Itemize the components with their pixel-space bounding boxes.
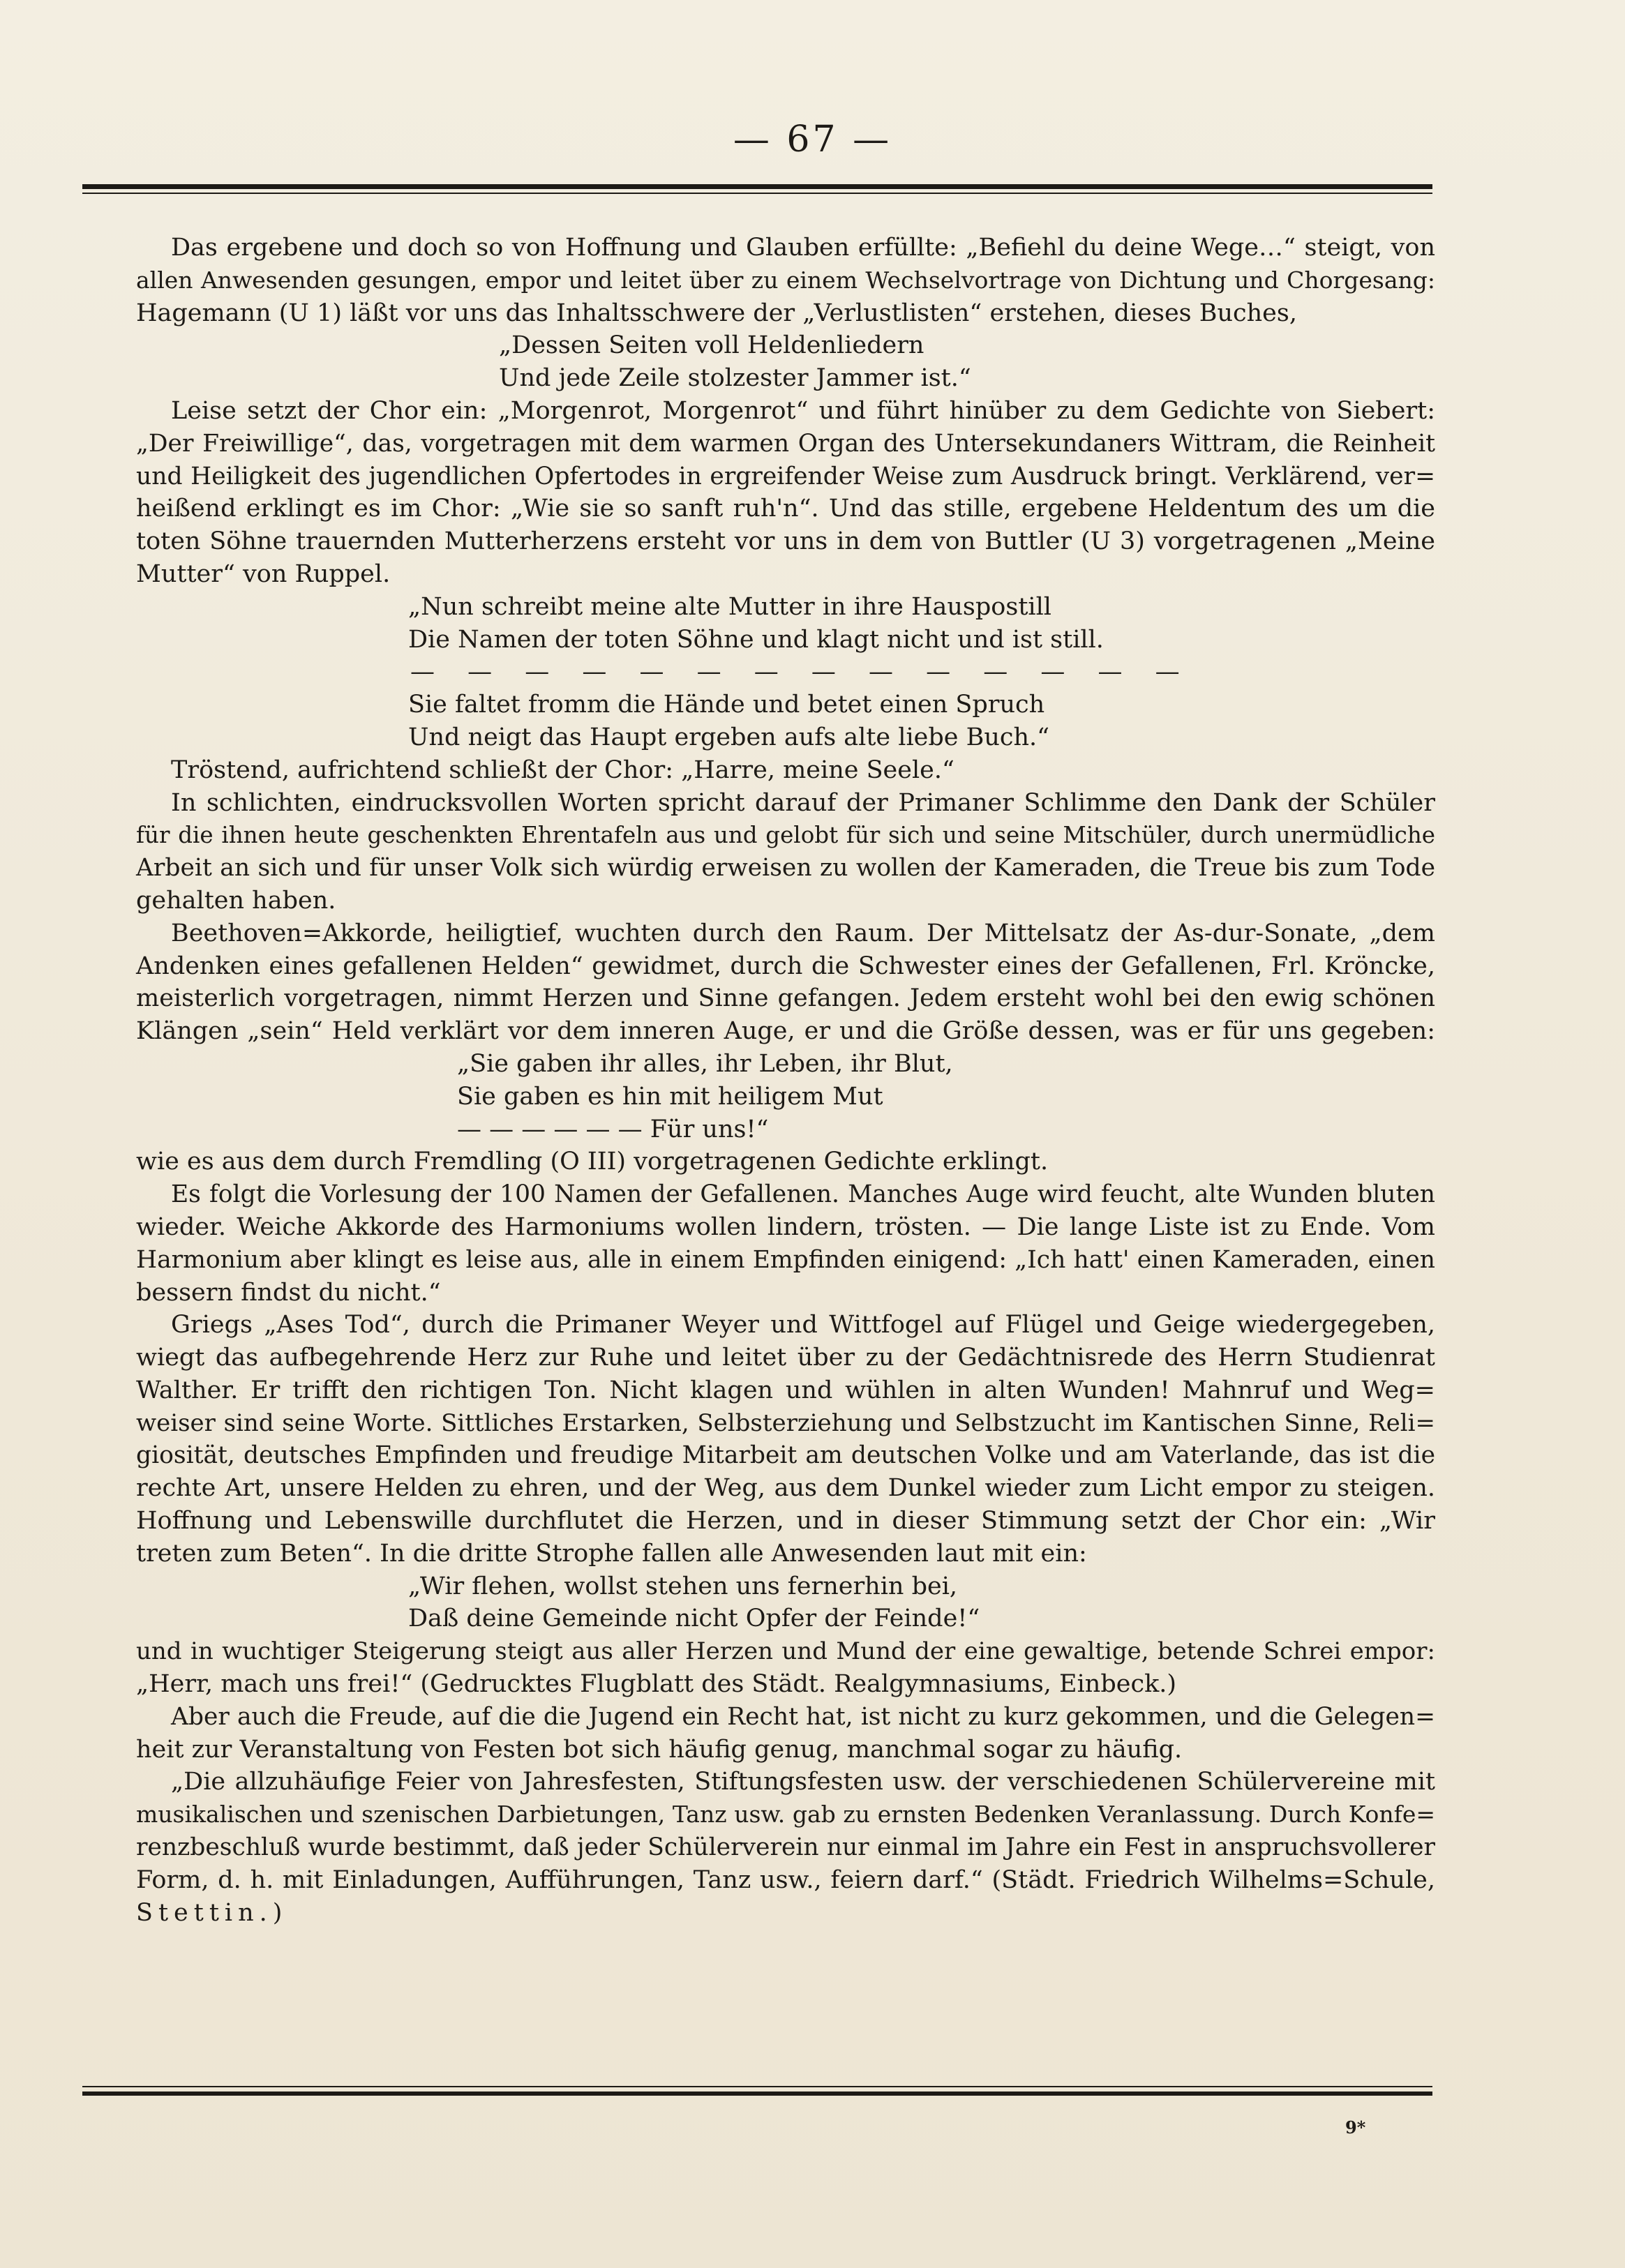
text-line: musikalischen und szenischen Darbietungen, Tanz usw. gab zu ernsten Bedenken Veranlassung. Durch Konfe= (136, 1801, 1435, 1828)
text-line: und in wuchtiger Steigerung steigt aus aller Herzen und Mund der eine gewaltige, betende Schrei empor: (136, 1637, 1435, 1666)
verse-line: Sie faltet fromm die Hände und betet einen Spruch (408, 691, 1045, 719)
footer-rule-thin (82, 2086, 1432, 2087)
text-line: heit zur Veranstaltung von Festen bot sich häufig genug, manchmal sogar zu häufig. (136, 1735, 1183, 1764)
header-rule-thin (82, 193, 1432, 194)
verse-line: Die Namen der toten Söhne und klagt nicht und ist still. (408, 625, 1104, 654)
text-line: renzbeschluß wurde bestimmt, daß jeder Schülerverein nur einmal im Jahre ein Fest in anspruchsvollerer (136, 1833, 1435, 1862)
text-line: rechte Art, unsere Helden zu ehren, und der Weg, aus dem Dunkel wieder zum Licht empor zu steigen. (136, 1474, 1435, 1503)
verse-line: — — — — — — Für uns!“ (457, 1115, 769, 1143)
header-rule-thick (82, 184, 1432, 189)
text-line: weiser sind seine Worte. Sittliches Erstarken, Selbsterziehung und Selbstzucht im Kantischen Sinne, Reli= (136, 1409, 1435, 1437)
body-text (136, 232, 1435, 1929)
text-line: „Der Freiwillige“, das, vorgetragen mit dem warmen Organ des Untersekundaners Wittram, die Reinheit (136, 429, 1435, 458)
text-line: Stettin.) (136, 1898, 288, 1927)
verse-line: Daß deine Gemeinde nicht Opfer der Feinde!“ (408, 1605, 980, 1633)
verse-line: Und neigt das Haupt ergeben aufs alte liebe Buch.“ (408, 723, 1050, 751)
text-line: allen Anwesenden gesungen, empor und leitet über zu einem Wechselvortrage von Dichtung und Chorgesang: (136, 266, 1435, 294)
text-line: „Herr, mach uns frei!“ (Gedrucktes Flugblatt des Städt. Realgymnasiums, Einbeck.) (136, 1670, 1177, 1699)
text-line: und Heiligkeit des jugendlichen Opfertodes in ergreifender Weise zum Ausdruck bringt. Verklärend, ver= (136, 462, 1435, 490)
text-line: wiegt das aufbegehrende Herz zur Ruhe und leitet über zu der Gedächtnisrede des Herrn Studienrat (136, 1344, 1435, 1372)
text-line: Es folgt die Vorlesung der 100 Namen der Gefallenen. Manches Auge wird feucht, alte Wunden bluten (171, 1180, 1435, 1209)
text-line: Arbeit an sich und für unser Volk sich würdig erweisen zu wollen der Kameraden, die Treue bis zum Tode (136, 854, 1435, 883)
text-line: Beethoven=Akkorde, heiligtief, wuchten durch den Raum. Der Mittelsatz der As-dur-Sonate, „dem (171, 919, 1435, 947)
text-line: Aber auch die Freude, auf die die Jugend ein Recht hat, ist nicht zu kurz gekommen, und die Gelegen= (171, 1702, 1435, 1731)
text-line: treten zum Beten“. In die dritte Strophe fallen alle Anwesenden laut mit ein: (136, 1539, 1087, 1568)
text-line: Klängen „sein“ Held verklärt vor dem inneren Auge, er und die Größe dessen, was er für uns gegeben: (136, 1017, 1435, 1046)
text-line: giosität, deutsches Empfinden und freudige Mitarbeit am deutschen Volke und am Vaterlande, das ist die (136, 1441, 1435, 1470)
text-line: Mutter“ von Ruppel. (136, 560, 391, 588)
text-line: Leise setzt der Chor ein: „Morgenrot, Morgenrot“ und führt hinüber zu dem Gedichte von Siebert: (171, 396, 1435, 425)
text-line: Form, d. h. mit Einladungen, Aufführungen, Tanz usw., feiern darf.“ (Städt. Friedrich Wilhelms=Schule, (136, 1865, 1435, 1894)
verse-line: „Nun schreibt meine alte Mutter in ihre Hauspostill (408, 592, 1051, 621)
verse-line: „Wir flehen, wollst stehen uns fernerhin bei, (408, 1572, 958, 1600)
text-line: toten Söhne trauernden Mutterherzens ersteht vor uns in dem von Buttler (U 3) vorgetragenen „Meine (136, 527, 1435, 556)
verse-line: Und jede Zeile stolzester Jammer ist.“ (499, 364, 971, 393)
text-line: bessern findst du nicht.“ (136, 1278, 441, 1307)
verse-line: Sie gaben es hin mit heiligem Mut (457, 1082, 883, 1111)
text-line: Walther. Er trifft den richtigen Ton. Nicht klagen und wühlen in alten Wunden! Mahnruf und Weg= (136, 1376, 1435, 1404)
page-number: — 67 — (733, 119, 892, 160)
text-line: Hoffnung und Lebenswille durchflutet die Herzen, und in dieser Stimmung setzt der Chor ein: „Wir (136, 1507, 1435, 1535)
text-line: Tröstend, aufrichtend schließt der Chor: „Harre, meine Seele.“ (171, 756, 954, 784)
signature-mark: 9* (1345, 2117, 1366, 2138)
text-line: meisterlich vorgetragen, nimmt Herzen und Sinne gefangen. Jedem ersteht wohl bei den ewig schönen (136, 984, 1435, 1013)
text-line: „Die allzuhäufige Feier von Jahresfesten, Stiftungsfesten usw. der verschiedenen Schülervereine mit (171, 1768, 1435, 1796)
text-line: gehalten haben. (136, 886, 336, 915)
text-line: Harmonium aber klingt es leise aus, alle in einem Empfinden einigend: „Ich hatt' einen Kameraden, einen (136, 1245, 1435, 1274)
text-line: für die ihnen heute geschenkten Ehrentafeln aus und gelobt für sich und seine Mitschüler, durch unermüdliche (136, 822, 1435, 849)
text-line: Andenken eines gefallenen Helden“ gewidmet, durch die Schwester eines der Gefallenen, Frl. Kröncke, (136, 952, 1435, 980)
text-line: Griegs „Ases Tod“, durch die Primaner Weyer und Wittfogel auf Flügel und Geige wiedergegeben, (171, 1311, 1435, 1339)
verse-line: „Sie gaben ihr alles, ihr Leben, ihr Blut, (457, 1049, 953, 1078)
text-line: In schlichten, eindrucksvollen Worten spricht darauf der Primaner Schlimme den Dank der Schüler (171, 788, 1435, 817)
text-line: Das ergebene und doch so von Hoffnung und Glauben erfüllte: „Befiehl du deine Wege…“ steigt, von (171, 234, 1435, 262)
text-line: wie es aus dem durch Fremdling (O III) vorgetragenen Gedichte erklingt. (136, 1148, 1049, 1176)
footer-rule-thick (82, 2091, 1432, 2096)
verse-line: „Dessen Seiten voll Heldenliedern (499, 331, 924, 360)
text-line: wieder. Weiche Akkorde des Harmoniums wollen lindern, trösten. — Die lange Liste ist zu Ende. Vom (136, 1212, 1435, 1241)
text-line: Hagemann (U 1) läßt vor uns das Inhaltsschwere der „Verlustlisten“ erstehen, dieses Buches, (136, 299, 1297, 327)
verse-dash-line: — — — — — — — — — — — — — — (410, 658, 1192, 686)
text-line: heißend erklingt es im Chor: „Wie sie so sanft ruh'n“. Und das stille, ergebene Heldentum des um die (136, 495, 1435, 523)
